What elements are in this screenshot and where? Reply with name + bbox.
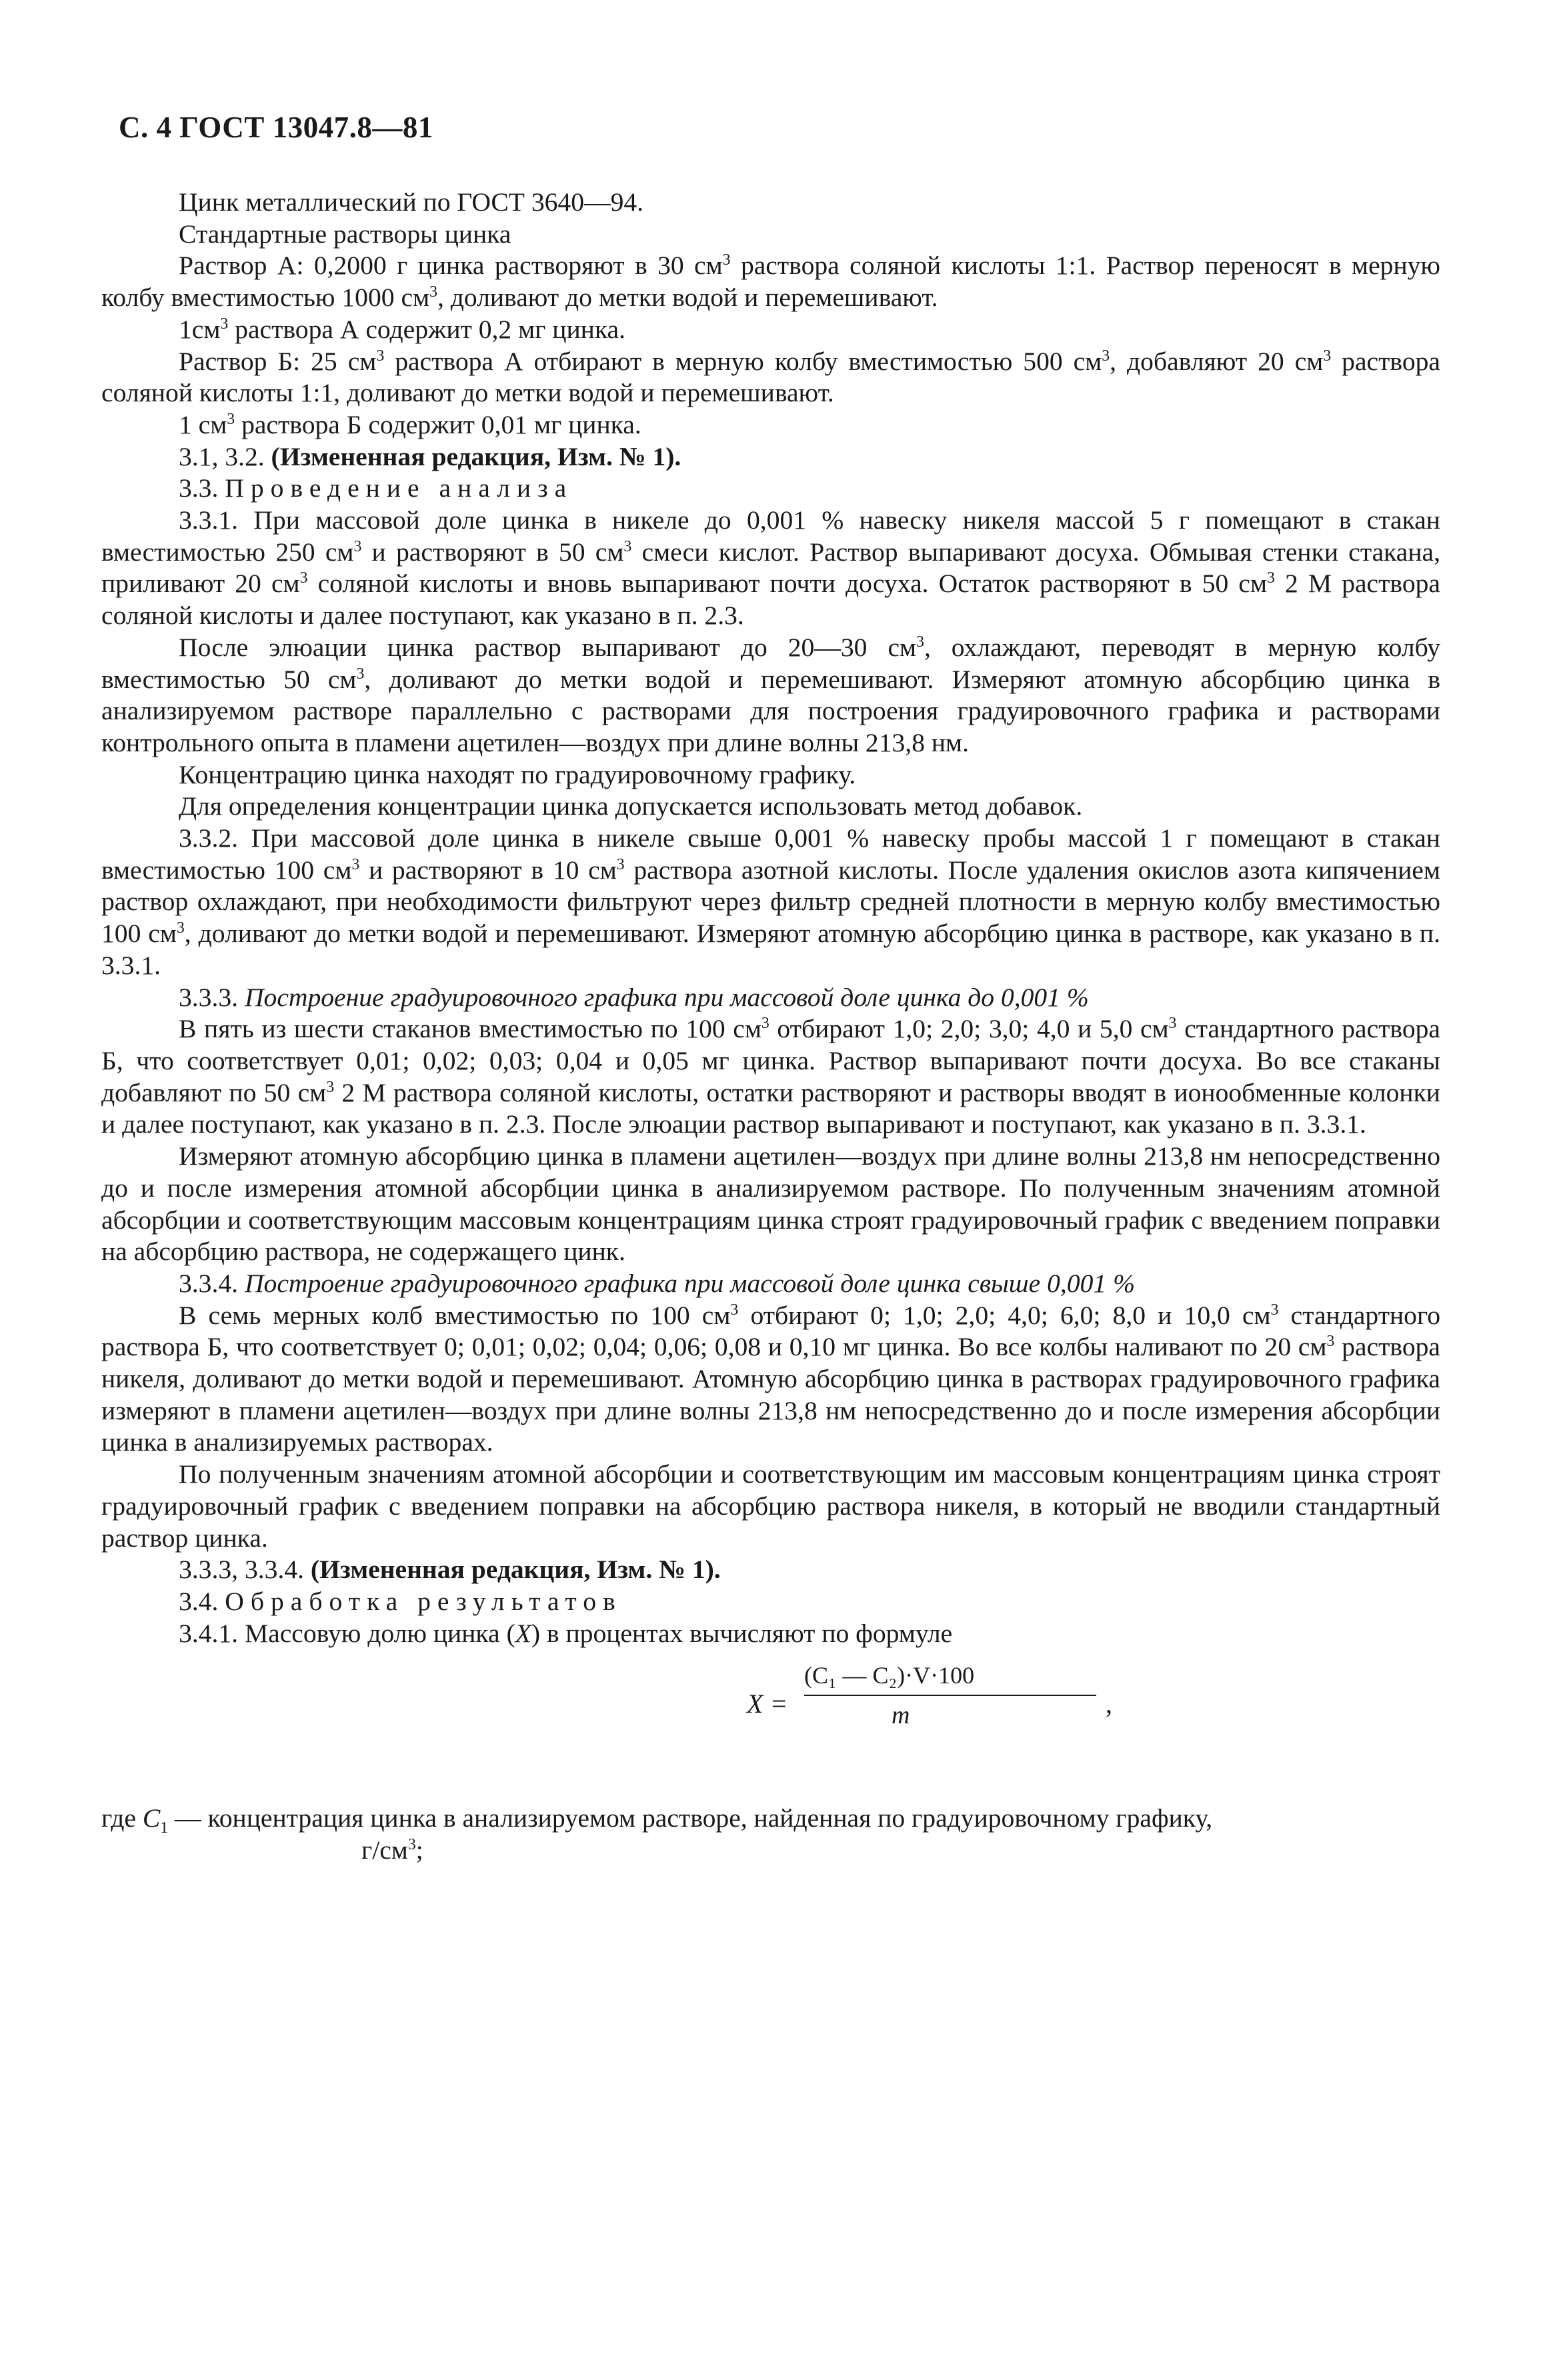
paragraph: Концентрацию цинка находят по градуировочному графику. [179, 759, 856, 789]
paragraph: По полученным значениям атомной абсорбции и соответствующим им массовым концентрациям цинка строят градуировочный график с введением поправки на абсорбцию раствора никеля, в который не вводили стандартный раствор цинка. [101, 1459, 1440, 1553]
paragraph: 3.3.2. При массовой доле цинка в никеле свыше 0,001 % навеску пробы массой 1 г помещают в стакан вместимостью 100 $см^3$ и растворяют в 10 $см^3$ раствора азотной кислоты. После удаления окислов азота кипячением раствор охлаждают, при необходимости фильтруют через фильтр средней плотности в мерную колбу вместимостью 100 $см^3$, доливают до метки водой и перемешивают. Измеряют атомную абсорбцию цинка в растворе, как указано в п. 3.3.1. [101, 823, 1441, 980]
page-header: С. 4 ГОСТ 13047.8—81 [119, 111, 433, 144]
formula-legend-cont: $г/см^3$; [361, 1835, 423, 1865]
paragraph: Раствор А: 0,2000 г цинка растворяют в 30 $см^3$ раствора соляной кислоты 1:1. Раствор переносят в мерную колбу вместимостью 1000 $см^3$, доливают до метки водой и перемешивают. [101, 251, 1440, 313]
paragraph: 3.3.1. При массовой доле цинка в никеле до 0,001 % навеску никеля массой 5 г помещают в стакан вместимостью 250 $см^3$ и растворяют в 50 $см^3$ смеси кислот. Раствор выпаривают досуха. Обмывая стенки стакана, приливают 20 $см^3$ соляной кислоты и вновь выпаривают почти досуха. Остаток растворяют в 50 $см^3$ 2 М раствора соляной кислоты и далее поступают, как указано в п. 2.3. [101, 505, 1440, 631]
formula-denominator: m [892, 1701, 910, 1730]
formula-comma: , [1106, 1689, 1112, 1719]
paragraph: 1 $см^3$ раствора Б содержит 0,01 мг цинка. [179, 409, 641, 439]
paragraph: Для определения концентрации цинка допускается использовать метод добавок. [179, 791, 1083, 821]
formula-lhs: X = [747, 1689, 788, 1719]
paragraph: 3.4.1. Массовую долю цинка (X) в процентах вычисляют по формуле [179, 1618, 953, 1648]
section-heading: 3.4. Обработка результатов [179, 1586, 622, 1616]
section-heading: 3.3. Проведение анализа [179, 473, 573, 503]
fraction-bar [804, 1695, 1096, 1696]
document-body [101, 187, 1440, 1867]
paragraph: Цинк металлический по ГОСТ 3640—94. [179, 187, 644, 217]
paragraph: $1см^3$ раствора А содержит 0,2 мг цинка. [179, 314, 625, 344]
subsection-heading: 3.3.4. Построение градуировочного графика при массовой доле цинка свыше 0,001 % [179, 1268, 1136, 1298]
subsection-heading: 3.3.3. Построение градуировочного графика при массовой доле цинка до 0,001 % [179, 982, 1089, 1012]
paragraph: После элюации цинка раствор выпаривают до 20—30 $см^3$, охлаждают, переводят в мерную колбу вместимостью 50 $см^3$, доливают до метки водой и перемешивают. Измеряют атомную абсорбцию цинка в анализируемом растворе параллельно с растворами для построения градуировочного графика и растворами контрольного опыта в пламени ацетилен—воздух при длине волны 213,8 нм. [101, 632, 1441, 757]
paragraph: В семь мерных колб вместимостью по 100 $см^3$ отбирают 0; 1,0; 2,0; 4,0; 6,0; 8,0 и 10,0 $см^3$ стандартного раствора Б, что соответствует 0; 0,01; 0,02; 0,04; 0,06; 0,08 и 0,10 мг цинка. Во все колбы наливают по 20 $см^3$ раствора никеля, доливают до метки водой и перемешивают. Атомную абсорбцию цинка в растворах градуировочного графика измеряют в пламени ацетилен—воздух при длине волны 213,8 нм непосредственно до и после измерения абсорбции цинка в анализируемых растворах. [101, 1300, 1441, 1457]
amendment-note: 3.1, 3.2. (Измененная редакция, Изм. № 1). [179, 441, 681, 471]
paragraph: Измеряют атомную абсорбцию цинка в пламени ацетилен—воздух при длине волны 213,8 нм непосредственно до и после измерения атомной абсорбции цинка в анализируемом растворе. По полученным значениям атомной абсорбции и соответствующим массовым концентрациям цинка строят градуировочный график с введением поправки на абсорбцию раствора, не содержащего цинк. [101, 1141, 1440, 1267]
amendment-note: 3.3.3, 3.3.4. (Измененная редакция, Изм. № 1). [179, 1555, 721, 1585]
paragraph: Раствор Б: 25 $см^3$ раствора А отбирают в мерную колбу вместимостью 500 $см^3$, добавляют 20 $см^3$ раствора соляной кислоты 1:1, доливают до метки водой и перемешивают. [101, 346, 1440, 408]
paragraph: В пять из шести стаканов вместимостью по 100 $см^3$ отбирают 1,0; 2,0; 3,0; 4,0 и 5,0 $см^3$ стандартного раствора Б, что соответствует 0,01; 0,02; 0,03; 0,04 и 0,05 мг цинка. Раствор выпаривают почти досуха. Во все стаканы добавляют по 50 $см^3$ 2 М раствора соляной кислоты, остатки растворяют и растворы вводят в ионообменные колонки и далее поступают, как указано в п. 2.3. После элюации раствор выпаривают и поступают, как указано в п. 3.3.1. [101, 1014, 1440, 1139]
formula-numerator: (C₁ — C₂)·V·100 [804, 1662, 975, 1689]
formula-legend: где $C_1$ — концентрация цинка в анализируемом растворе, найденная по градуировочному графику, [101, 1803, 1213, 1837]
formula [101, 1656, 1440, 1769]
paragraph: Стандартные растворы цинка [179, 219, 511, 249]
